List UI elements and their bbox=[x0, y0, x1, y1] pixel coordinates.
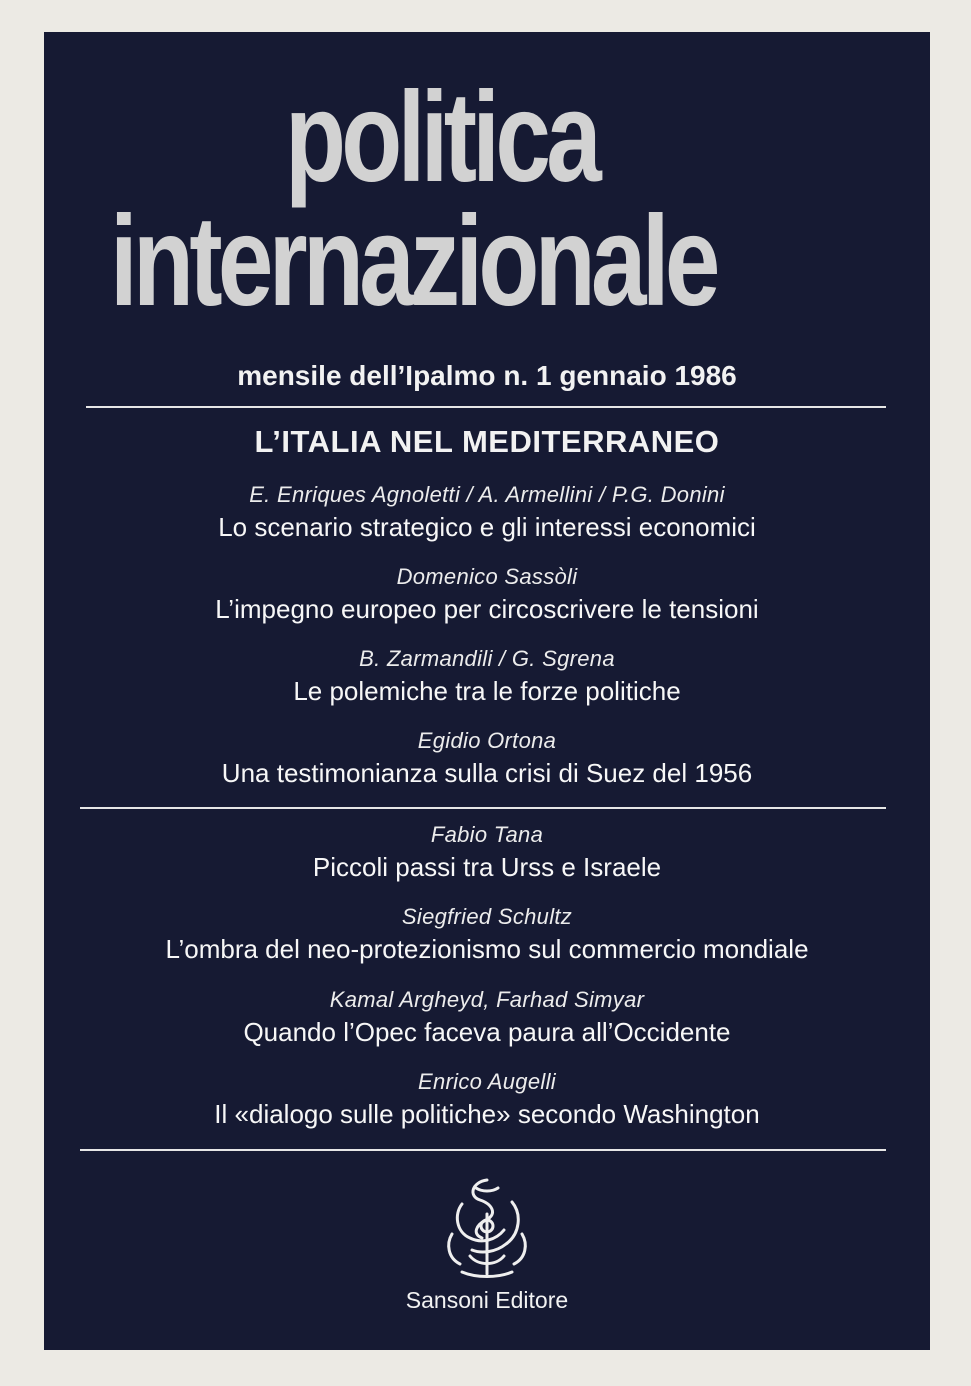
publisher-name: Sansoni Editore bbox=[405, 1287, 569, 1313]
article-author: Kamal Argheyd, Farhad Simyar bbox=[329, 987, 645, 1012]
article-title: Le polemiche tra le forze politiche bbox=[293, 676, 681, 706]
article-entry bbox=[44, 1067, 930, 1131]
magazine-title-line-2: internazionale bbox=[110, 190, 716, 333]
article-title: Piccoli passi tra Urss e Israele bbox=[312, 852, 662, 882]
article-title: Lo scenario strategico e gli interessi economici bbox=[218, 512, 756, 542]
article-author: Enrico Augelli bbox=[418, 1069, 556, 1094]
article-entry bbox=[44, 726, 930, 790]
magazine-title-line-1: politica bbox=[285, 66, 598, 209]
article-author: Siegfried Schultz bbox=[401, 904, 573, 929]
article-author: B. Zarmandili / G. Sgrena bbox=[359, 646, 615, 671]
article-author: E. Enriques Agnoletti / A. Armellini / P.G. Donini bbox=[249, 482, 725, 507]
section-title: L’ITALIA NEL MEDITERRANEO bbox=[254, 424, 720, 459]
article-entry bbox=[44, 562, 930, 626]
article-entry bbox=[44, 820, 930, 884]
article-title: Quando l’Opec faceva paura all’Occidente bbox=[243, 1017, 731, 1047]
article-title: L’impegno europeo per circoscrivere le tensioni bbox=[215, 594, 759, 624]
magazine-cover bbox=[44, 32, 930, 1350]
article-author: Domenico Sassòli bbox=[396, 564, 578, 589]
article-entry bbox=[44, 902, 930, 966]
article-title: L’ombra del neo-protezionismo sul commercio mondiale bbox=[165, 934, 809, 964]
divider bbox=[86, 406, 886, 408]
divider bbox=[80, 807, 886, 809]
article-entry bbox=[44, 985, 930, 1049]
article-author: Egidio Ortona bbox=[417, 728, 557, 753]
article-title: Una testimonianza sulla crisi di Suez del 1956 bbox=[221, 758, 753, 788]
divider bbox=[80, 1149, 886, 1151]
article-title: Il «dialogo sulle politiche» secondo Washington bbox=[214, 1099, 760, 1129]
publisher-monogram-icon bbox=[432, 1174, 542, 1284]
article-author: Fabio Tana bbox=[430, 822, 544, 847]
article-entry bbox=[44, 480, 930, 544]
issue-subtitle: mensile dell’Ipalmo n. 1 gennaio 1986 bbox=[237, 360, 737, 391]
article-entry bbox=[44, 644, 930, 708]
